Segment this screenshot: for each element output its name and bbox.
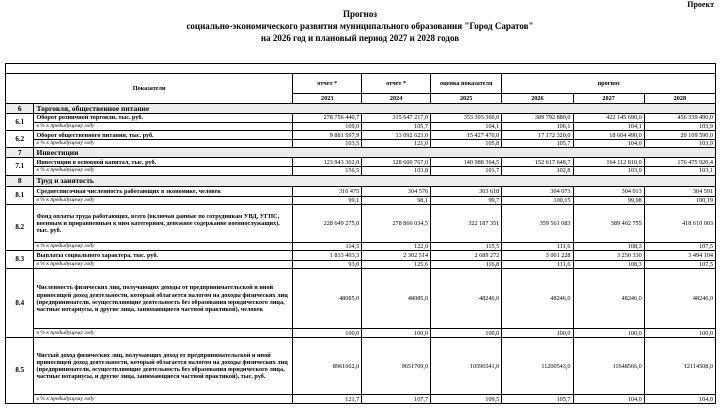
value-cell: 48246,0	[573, 269, 644, 329]
value-cell: 164 112 810,0	[573, 158, 644, 167]
pct-cell: 111,6	[502, 242, 573, 250]
pct-cell: 100,15	[502, 196, 573, 204]
value-cell: 228 649 275,0	[293, 204, 362, 242]
pct-cell: 105,8	[431, 140, 502, 148]
pct-cell: 114,5	[293, 242, 362, 250]
value-cell: 304 013	[573, 186, 644, 196]
pct-cell: 108,3	[573, 242, 644, 250]
section-title: Инвестиции	[34, 148, 716, 158]
title-line-1: Прогноз	[343, 9, 377, 19]
pct-cell: 105,7	[502, 395, 573, 404]
value-cell: 278 866 034,5	[362, 204, 431, 242]
pct-label: в % к предыдущему году	[34, 261, 293, 269]
pct-label: в % к предыдущему году	[34, 329, 293, 338]
pct-cell: 108,3	[573, 261, 644, 269]
pct-cell: 103,5	[293, 140, 362, 148]
value-cell: 20 109 590,0	[644, 131, 715, 140]
pct-cell: 103,1	[644, 167, 715, 175]
row-number: 6.1	[6, 114, 34, 131]
pct-label: в % к предыдущему году	[34, 123, 293, 131]
pct-cell: 100,19	[644, 196, 715, 204]
value-cell: 48085,0	[362, 269, 431, 329]
value-cell: 310 475	[293, 186, 362, 196]
value-cell: 2 302 514	[362, 251, 431, 261]
header-year: 2027	[573, 94, 644, 104]
section-title: Торговля, общественное питание	[34, 104, 716, 114]
value-cell: 3 001 228	[502, 251, 573, 261]
value-cell: 315 647 217,0	[362, 114, 431, 123]
value-cell: 9651709,0	[362, 338, 431, 395]
pct-cell: 122,0	[362, 242, 431, 250]
title-line-3: на 2026 год и плановый период 2027 и 2028 годов	[260, 33, 460, 43]
pct-cell: 100,0	[644, 329, 715, 338]
value-cell: 389 402 755	[573, 204, 644, 242]
header-indicators: Показатели	[6, 74, 293, 104]
value-cell: 3 250 330	[573, 251, 644, 261]
pct-cell: 104,1	[431, 123, 502, 131]
pct-cell: 99,98	[573, 196, 644, 204]
row-label: Чистый доход физических лиц, получающих доход от предпринимательской и иной приносящей доход деятельности, который облагается налогом на доходы физических лиц (предприниматели, осуществляющие деятельность без образования юридического лица, частные нотариусы, и другие лица, занимающиеся частной практикой), тыс. руб.	[34, 338, 293, 395]
pct-label: в % к предыдущему году	[34, 242, 293, 250]
value-cell: 422 145 690,0	[573, 114, 644, 123]
value-cell: 11200543,0	[502, 338, 573, 395]
section-number: 8	[6, 175, 34, 186]
header-forecast: прогноз	[502, 74, 716, 94]
pct-cell: 111,6	[502, 261, 573, 269]
value-cell: 176 475 920,4	[644, 158, 715, 167]
pct-cell: 100,0	[293, 329, 362, 338]
value-cell: 456 339 490,0	[644, 114, 715, 123]
header-report-1: отчет *	[293, 74, 362, 94]
value-cell: 2 689 272	[431, 251, 502, 261]
value-cell: 353 393 360,0	[431, 114, 502, 123]
value-cell: 11648566,0	[573, 338, 644, 395]
pct-cell: 105,7	[362, 123, 431, 131]
row-number: 6.2	[6, 131, 34, 148]
value-cell: 17 172 320,0	[502, 131, 573, 140]
value-cell: 322 187 351	[431, 204, 502, 242]
value-cell: 8961662,0	[293, 338, 362, 395]
row-label: Инвестиции в основной капитал, тыс. руб.	[34, 158, 293, 167]
document-title	[0, 8, 720, 44]
pct-cell: 100,0	[362, 329, 431, 338]
row-label: Фонд оплаты труда работающих, всего (включая данные по сотрудникам УВД, УГПС, военным и приравненным к ним категориям, денежное содержание военнослужащих), тыс. руб.	[34, 204, 293, 242]
pct-cell: 103,9	[644, 123, 715, 131]
pct-cell: 98,1	[362, 196, 431, 204]
pct-cell: 93,0	[293, 261, 362, 269]
value-cell: 18 604 490,0	[573, 131, 644, 140]
header-spacer	[6, 64, 716, 74]
forecast-table	[5, 63, 716, 404]
value-cell: 9 881 597,9	[293, 131, 362, 140]
value-cell: 303 618	[431, 186, 502, 196]
pct-cell: 104,1	[573, 123, 644, 131]
pct-cell: 99,7	[431, 196, 502, 204]
pct-cell: 102,8	[502, 167, 573, 175]
row-number: 8.4	[6, 269, 34, 338]
pct-cell: 103,0	[573, 167, 644, 175]
value-cell: 128 600 767,0	[362, 158, 431, 167]
pct-label: в % к предыдущему году	[34, 196, 293, 204]
pct-cell: 109,5	[431, 395, 502, 404]
pct-cell: 103,9	[644, 140, 715, 148]
header-estimate: оценка показателя	[431, 74, 502, 94]
pct-cell: 121,7	[293, 395, 362, 404]
pct-cell: 156,5	[293, 167, 362, 175]
row-number: 8.2	[6, 204, 34, 250]
value-cell: 304 073	[502, 186, 573, 196]
pct-cell: 116,8	[431, 261, 502, 269]
section-number: 6	[6, 104, 34, 114]
row-label: Численность физических лиц, получающих доходы от предпринимательской и иной приносящей доход деятельности, который облагается налогом на доходы физических лиц (предприниматели, осуществляющие деятельность без образования юридического лица, частные нотариусы, и другие лица, занимающиеся частной практикой), человек	[34, 269, 293, 329]
value-cell: 304 591	[644, 186, 715, 196]
row-number: 8.3	[6, 251, 34, 269]
pct-label: в % к предыдущему году	[34, 140, 293, 148]
pct-cell: 107,5	[644, 242, 715, 250]
pct-label: в % к предыдущему году	[34, 395, 293, 404]
row-number: 8.5	[6, 338, 34, 404]
pct-cell: 104,0	[573, 395, 644, 404]
pct-cell: 100,0	[431, 329, 502, 338]
pct-cell: 100,0	[573, 329, 644, 338]
value-cell: 389 792 880,0	[502, 114, 573, 123]
value-cell: 12114508,0	[644, 338, 715, 395]
value-cell: 359 561 083	[502, 204, 573, 242]
pct-cell: 99,1	[293, 196, 362, 204]
header-year: 2026	[502, 94, 573, 104]
value-cell: 10596541,0	[431, 338, 502, 395]
header-report-2: отчет *	[362, 74, 431, 94]
value-cell: 13 092 623,0	[362, 131, 431, 140]
value-cell: 48246,0	[644, 269, 715, 329]
pct-cell: 100,0	[502, 329, 573, 338]
section-title: Труд и занятость	[34, 175, 716, 186]
value-cell: 48246,0	[502, 269, 573, 329]
pct-cell: 106,1	[502, 123, 573, 131]
pct-cell: 103,8	[362, 167, 431, 175]
pct-cell: 121,0	[362, 140, 431, 148]
title-line-2: социально-экономического развития муниципального образования "Город Саратов"	[186, 21, 534, 31]
header-year: 2024	[362, 94, 431, 104]
value-cell: 48246,0	[431, 269, 502, 329]
row-label: Оборот розничной торговли, тыс. руб.	[34, 114, 293, 123]
pct-cell: 104,0	[573, 140, 644, 148]
pct-cell: 107,5	[644, 261, 715, 269]
pct-cell: 104,0	[644, 395, 715, 404]
project-label: Проект	[687, 0, 714, 9]
header-year: 2025	[431, 94, 502, 104]
value-cell: 123 943 362,0	[293, 158, 362, 167]
value-cell: 140 988 364,5	[431, 158, 502, 167]
value-cell: 1 833 403,3	[293, 251, 362, 261]
row-label: Среднесписочная численность работающих в экономике, человек	[34, 186, 293, 196]
row-label: Оборот общественного питания, тыс. руб.	[34, 131, 293, 140]
value-cell: 48085,0	[293, 269, 362, 329]
pct-cell: 115,5	[431, 242, 502, 250]
value-cell: 278 756 440,7	[293, 114, 362, 123]
section-number: 7	[6, 148, 34, 158]
pct-label: в % к предыдущему году	[34, 167, 293, 175]
value-cell: 304 576	[362, 186, 431, 196]
header-year: 2023	[293, 94, 362, 104]
value-cell: 152 617 648,7	[502, 158, 573, 167]
pct-cell: 107,7	[362, 395, 431, 404]
pct-cell: 109,0	[293, 123, 362, 131]
pct-cell: 105,7	[502, 140, 573, 148]
pct-cell: 101,7	[431, 167, 502, 175]
row-label: Выплаты социального характера, тыс. руб.	[34, 251, 293, 261]
value-cell: 15 427 470,0	[431, 131, 502, 140]
row-number: 8.1	[6, 186, 34, 204]
row-number: 7.1	[6, 158, 34, 175]
value-cell: 3 494 104	[644, 251, 715, 261]
pct-cell: 125,6	[362, 261, 431, 269]
header-year: 2028	[644, 94, 715, 104]
value-cell: 418 610 003	[644, 204, 715, 242]
